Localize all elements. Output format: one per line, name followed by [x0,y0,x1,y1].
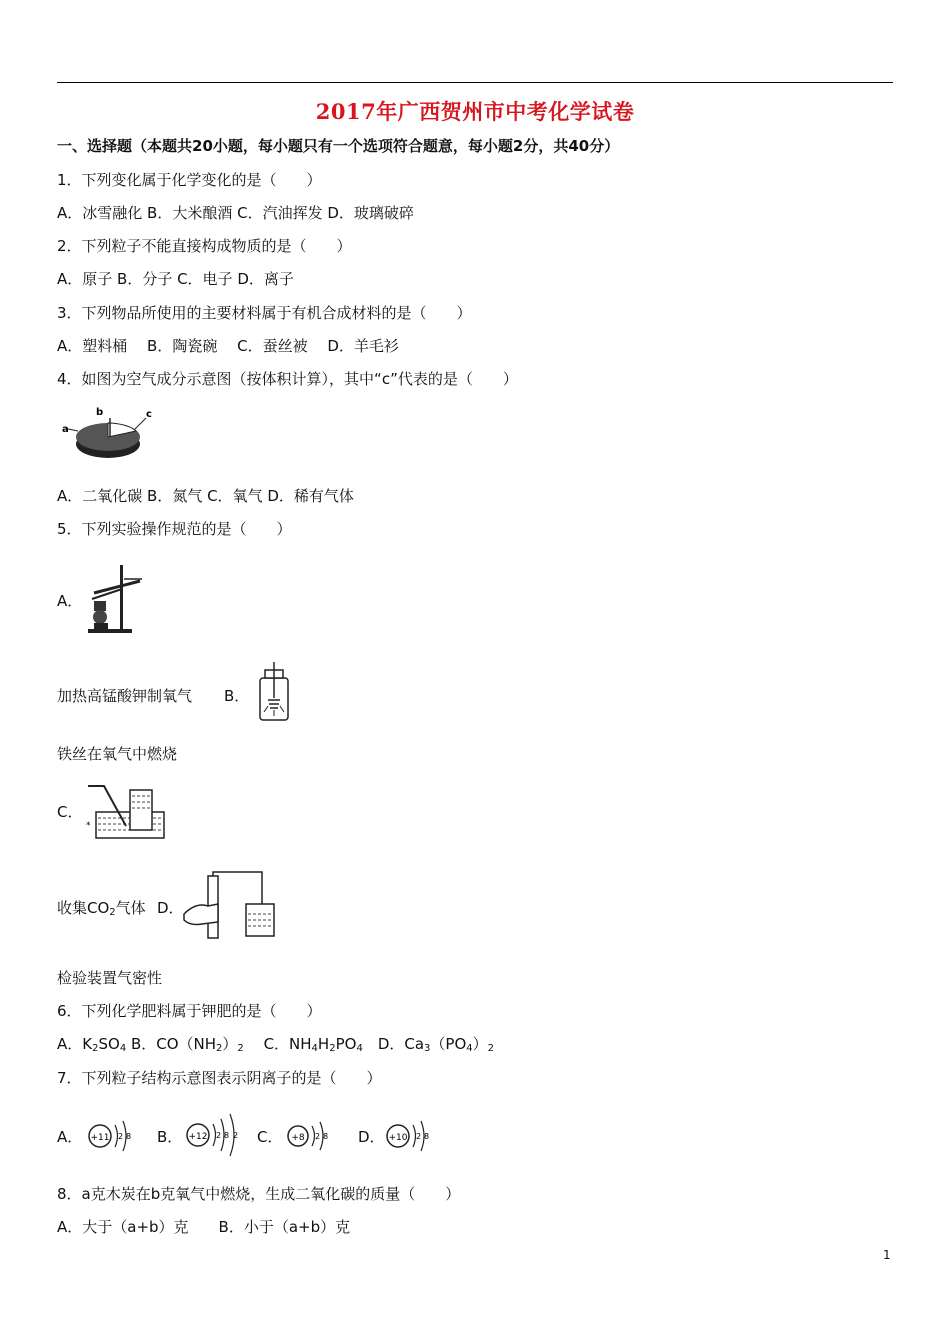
q5-option-c-label: C． [57,803,83,821]
q7-label-a: A． [57,1128,83,1146]
pie-label-c: c [146,409,152,420]
gas-collection-figure [86,782,168,842]
q6-opt-c-end: PO [335,1035,357,1053]
shell-b-3: 2 [233,1131,239,1140]
nucleus-b: +12 [188,1132,208,1142]
q6-opt-a: A．K [57,1035,93,1053]
q6-opt-d-sub1: 3 [424,1043,431,1054]
q6-opt-b-mid: ） [222,1035,238,1053]
q6-opt-c-sub3: 4 [356,1043,363,1054]
q6-options [57,1034,494,1059]
q4-stem: 4．如图为空气成分示意图（按体积计算），其中“c”代表的是（ ） [57,370,518,388]
q6-opt-a-mid: SO [98,1035,120,1053]
q6-opt-d: D．Ca [362,1035,425,1053]
q2-stem: 2．下列粒子不能直接构成物质的是（ ） [57,237,352,255]
q8-stem: 8．a克木炭在b克氧气中燃烧，生成二氧化碳的质量（ ） [57,1185,461,1203]
q6-opt-c-sub2: 2 [329,1043,336,1054]
nucleus-a: +11 [90,1133,110,1143]
q6-opt-b-sub2: 2 [237,1043,244,1054]
q5-option-d-label: D． [157,899,184,917]
q1-options: A．冰雪融化 B．大米酿酒 C．汽油挥发 D．玻璃破碎 [57,204,414,222]
q5-caption-c [57,898,146,923]
pie-label-b: b [96,407,104,418]
q2-options: A．原子 B．分子 C．电子 D．离子 [57,270,294,288]
q3-options: A．塑料桶 B．陶瓷碗 C．蚕丝被 D．羊毛衫 [57,337,399,355]
atom-diagram-d [382,1108,438,1164]
nucleus-d: +10 [388,1133,408,1143]
q8-options: A．大于（a+b）克 B．小于（a+b）克 [57,1218,351,1236]
shell-a-2: 8 [126,1132,132,1141]
q6-opt-c-sub1: 4 [311,1043,318,1054]
q5-stem: 5．下列实验操作规范的是（ ） [57,520,292,538]
q6-stem: 6．下列化学肥料属于钾肥的是（ ） [57,1002,322,1020]
nucleus-c: +8 [291,1133,305,1143]
iron-wire-burning-figure [254,660,294,722]
q5-option-a-label: A． [57,592,83,610]
q5-caption-b: 铁丝在氧气中燃烧 [57,745,178,763]
pie-label-a: a [62,424,69,435]
q6-opt-b-sub1: 2 [216,1043,223,1054]
shell-c-1: 2 [315,1132,321,1141]
shell-b-1: 2 [216,1131,222,1140]
q3-stem: 3．下列物品所使用的主要材料属于有机合成材料的是（ ） [57,304,472,322]
q5-caption-c-pre: 收集CO [57,899,110,917]
q6-opt-b: B．CO（NH [126,1035,217,1053]
atom-diagram-a [84,1108,140,1164]
q6-opt-c-mid: H [317,1035,330,1053]
q5-caption-c-sub: 2 [109,907,116,918]
shell-d-2: 8 [424,1132,430,1141]
q6-opt-d-end: ） [472,1035,488,1053]
q6-opt-a-sub2: 4 [119,1043,127,1054]
svg-text:*: * [86,821,91,831]
q7-label-d: D． [358,1128,385,1146]
atom-diagram-c [284,1110,338,1162]
q6-opt-a-sub1: 2 [92,1043,99,1054]
page-number: 1 [883,1248,891,1262]
q7-stem: 7．下列粒子结构示意图表示阴离子的是（ ） [57,1069,382,1087]
q7-label-b: B． [157,1128,183,1146]
air-composition-pie-figure [58,404,158,466]
shell-d-1: 2 [416,1132,422,1141]
q6-opt-d-sub2: 4 [466,1043,473,1054]
q6-opt-d-sub3: 2 [487,1043,495,1054]
shell-c-2: 8 [323,1132,329,1141]
shell-b-2: 8 [224,1131,230,1140]
q1-stem: 1．下列变化属于化学变化的是（ ） [57,171,322,189]
header-rule [57,82,893,83]
q6-opt-d-mid: （PO [430,1035,467,1053]
q6-opt-c: C．NH [243,1035,312,1053]
heating-apparatus-figure [84,559,146,635]
q7-label-c: C． [257,1128,283,1146]
page-title: 2017年广西贺州市中考化学试卷 [315,99,635,124]
atom-diagram-b [182,1104,248,1166]
q5-caption-c-post: 气体 [115,899,146,917]
shell-a-1: 2 [118,1132,124,1141]
q4-options: A．二氧化碳 B．氮气 C．氧气 D．稀有气体 [57,487,354,505]
q5-caption-a: 加热高锰酸钾制氧气 [57,687,193,705]
q5-caption-d: 检验装置气密性 [57,969,163,987]
airtightness-check-figure [182,870,276,940]
q5-option-b-label: B． [224,687,250,705]
section-heading: 一、选择题（本题共20小题，每小题只有一个选项符合题意，每小题2分，共40分） [57,137,620,155]
